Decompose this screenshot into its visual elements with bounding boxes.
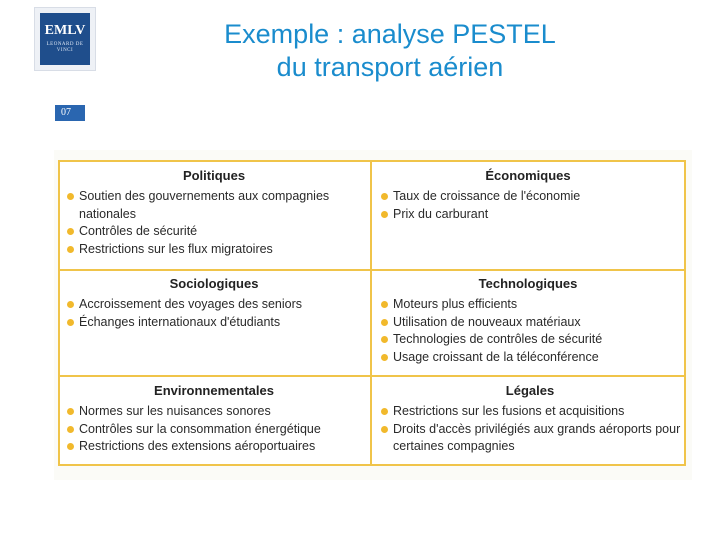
- heading-politiques: Politiques: [182, 168, 246, 183]
- cell-legales: [378, 383, 682, 456]
- heading-sociologiques: Sociologiques: [169, 276, 259, 291]
- cell-politiques: [64, 168, 364, 258]
- list-item: Normes sur les nuisances sonores: [64, 403, 364, 421]
- row-divider-1: [60, 269, 684, 271]
- list-item: Restrictions sur les fusions et acquisitions: [378, 403, 682, 421]
- logo-subtext: LEONARD DE VINCI: [46, 42, 84, 53]
- column-divider: [370, 162, 372, 464]
- list-item: Échanges internationaux d'étudiants: [64, 314, 364, 332]
- list-item: Contrôles sur la consommation énergétique: [64, 421, 364, 439]
- title-line-1: Exemple : analyse PESTEL: [224, 19, 556, 49]
- cell-technologiques: [378, 276, 678, 366]
- pestel-table: [58, 160, 686, 466]
- logo-emblem: [40, 13, 90, 65]
- heading-environnementales: Environnementales: [154, 383, 274, 398]
- list-item: Usage croissant de la téléconférence: [378, 349, 678, 367]
- list-item: Restrictions sur les flux migratoires: [64, 241, 364, 259]
- list-item: Taux de croissance de l'économie: [378, 188, 678, 206]
- list-item-continuation: certaines compagnies: [393, 439, 515, 453]
- row-divider-2: [60, 375, 684, 377]
- cell-economiques: [378, 168, 678, 223]
- logo-text: EMLV: [44, 23, 86, 38]
- cell-sociologiques: [64, 276, 364, 331]
- list-item: Restrictions des extensions aéroportuaires: [64, 438, 364, 456]
- list-item: Prix du carburant: [378, 206, 678, 224]
- heading-technologiques: Technologiques: [478, 276, 578, 291]
- list-technologiques: [378, 296, 678, 366]
- list-item: Technologies de contrôles de sécurité: [378, 331, 678, 349]
- heading-legales: Légales: [505, 383, 555, 398]
- list-item: Accroissement des voyages des seniors: [64, 296, 364, 314]
- list-legales: [378, 403, 682, 456]
- list-item: Soutien des gouvernements aux compagnies: [64, 188, 364, 206]
- list-sociologiques: [64, 296, 364, 331]
- emlv-logo: [34, 7, 96, 71]
- cell-environnementales: [64, 383, 364, 456]
- slide-title: [160, 18, 620, 84]
- list-economiques: [378, 188, 678, 223]
- title-line-2: du transport aérien: [276, 52, 504, 82]
- heading-economiques: Économiques: [485, 168, 571, 183]
- list-item-continuation: nationales: [79, 206, 136, 221]
- list-item: Droits d'accès privilégiés aux grands aéroports pour: [378, 421, 682, 439]
- list-item: Contrôles de sécurité: [64, 223, 364, 241]
- list-environnementales: [64, 403, 364, 456]
- list-politiques: [64, 188, 364, 258]
- list-item: Utilisation de nouveaux matériaux: [378, 314, 678, 332]
- list-item: Moteurs plus efficients: [378, 296, 678, 314]
- page-number-badge: 07: [55, 105, 85, 121]
